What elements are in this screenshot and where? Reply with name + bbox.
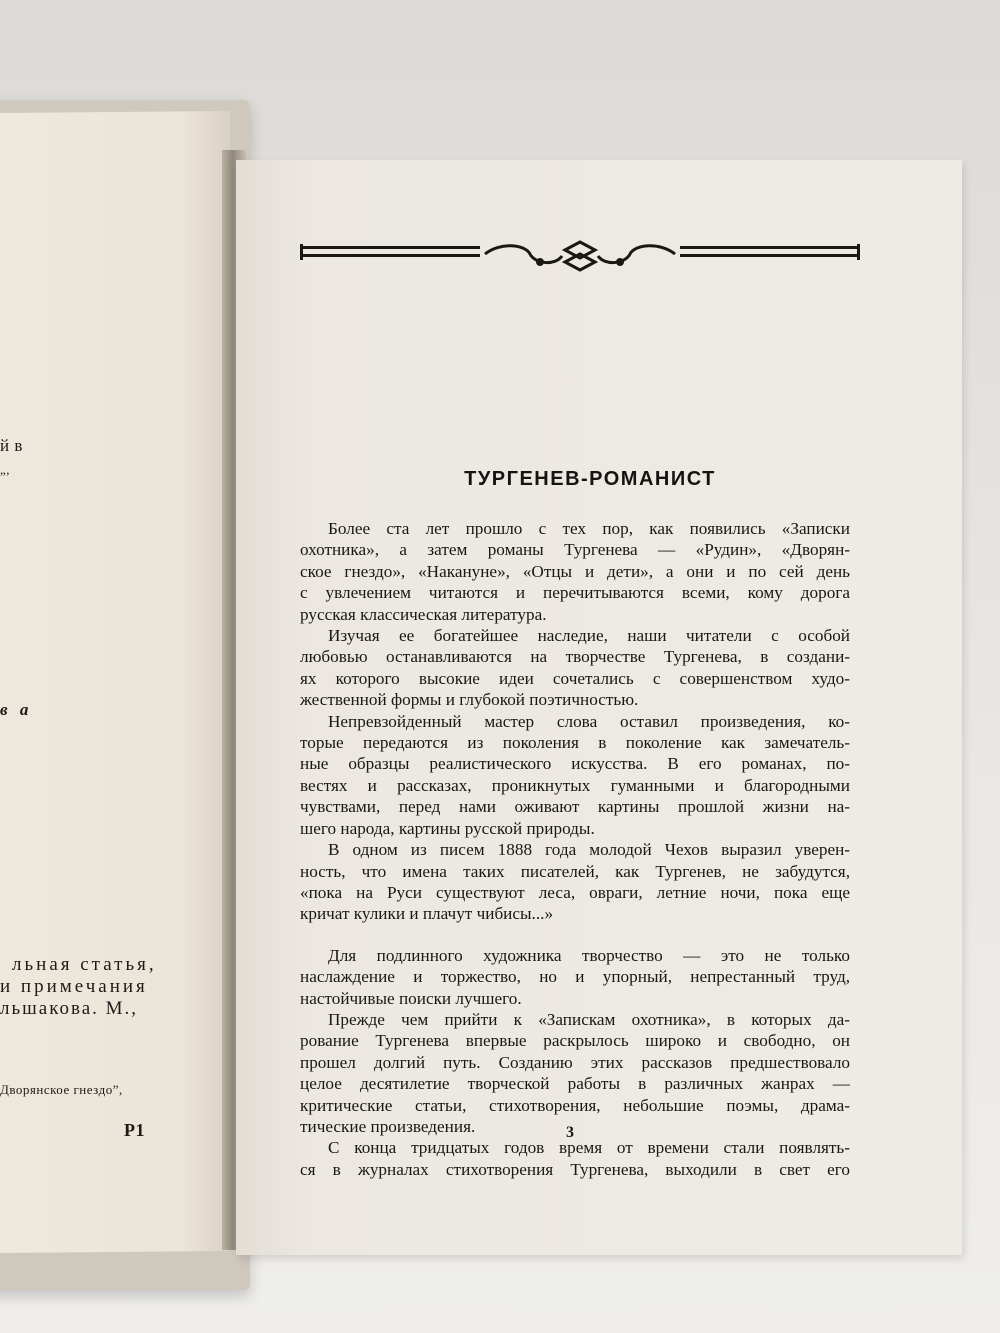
text-line: настойчивые поиски лучшего. — [300, 988, 522, 1008]
text-line: Непревзойденный мастер слова оставил произведения, ко- — [328, 711, 850, 731]
left-page-fragment: и примечания — [0, 976, 148, 997]
text-line: чувствами, перед нами оживают картины прошлой жизни на- — [300, 797, 850, 817]
text-line: ях которого высокие идеи сочетались с совершенством худо- — [300, 668, 850, 688]
text-line: охотника», а затем романы Тургенева — «Рудин», «Дворян- — [300, 540, 850, 560]
text-line: С конца тридцатых годов время от времени стали появлять- — [328, 1138, 850, 1158]
text-line: ся в журналах стихотворения Тургенева, выходили в свет его — [300, 1159, 850, 1179]
text-line: целое десятилетие творческой работы в различных жанрах — — [300, 1074, 850, 1094]
text-line: Более ста лет прошло с тех пор, как появились «Записки — [328, 519, 850, 538]
text-line: Для подлинного художника творчество — это не только — [328, 945, 850, 965]
text-line: русская классическая литература. — [300, 604, 547, 624]
text-line: рование Тургенева впервые раскрылось широко и свободно, он — [300, 1031, 850, 1051]
left-page-fragment: й в — [0, 436, 23, 455]
text-line: жественной формы и глубокой поэтичностью. — [300, 690, 639, 710]
left-page-fragment: льная статья, — [12, 954, 157, 975]
text-line: ность, что имена таких писателей, как Тургенев, не забудутся, — [300, 861, 850, 881]
page-number: 3 — [566, 1124, 574, 1141]
left-page-fragment: в а — [0, 700, 33, 719]
left-page-fragment: льшакова. М., — [0, 998, 139, 1019]
text-line: наслаждение и торжество, но и упорный, непрестанный труд, — [300, 967, 850, 987]
text-line: шего народа, картины русской природы. — [300, 818, 595, 838]
paragraph-gap — [300, 925, 850, 945]
text-line: критические статьи, стихотворения, небольшие поэмы, драма- — [300, 1095, 850, 1115]
left-page-fragment: „, — [0, 462, 11, 477]
text-line: торые передаются из поколения в поколение как замечатель- — [300, 733, 850, 753]
text-line: В одном из писем 1888 года молодой Чехов выразил уверен- — [328, 840, 850, 860]
text-line: прошел долгий путь. Созданию этих рассказов предшествовало — [300, 1052, 850, 1072]
text-line: ные образцы реалистического искусства. В его романах, по- — [300, 754, 850, 774]
text-line: любовью останавливаются на творчестве Тургенева, в создани- — [300, 647, 850, 667]
left-page-fragment: Р1 — [124, 1120, 145, 1140]
text-line: Изучая ее богатейшее наследие, наши читатели с особой — [328, 626, 850, 646]
body-text — [300, 518, 850, 1180]
text-line: с увлечением читаются и перечитываются всеми, кому дорога — [300, 583, 850, 603]
text-line: кричат кулики и плачут чибисы...» — [300, 904, 554, 924]
text-line: вестях и рассказах, проникнутых гуманными и благородными — [300, 775, 850, 795]
text-line: тические произведения. — [300, 1116, 476, 1136]
text-line: Прежде чем прийти к «Запискам охотника», в которых да- — [328, 1009, 850, 1029]
text-line: ское гнездо», «Накануне», «Отцы и дети», а они и по сей день — [300, 561, 850, 581]
ornament-divider-icon — [300, 240, 860, 274]
left-page-fragment: Дворянское гнездо”, — [0, 1082, 123, 1097]
chapter-title: ТУРГЕНЕВ-РОМАНИСТ — [464, 468, 716, 490]
text-line: «пока на Руси существуют леса, овраги, летние ночи, пока еще — [300, 882, 850, 902]
